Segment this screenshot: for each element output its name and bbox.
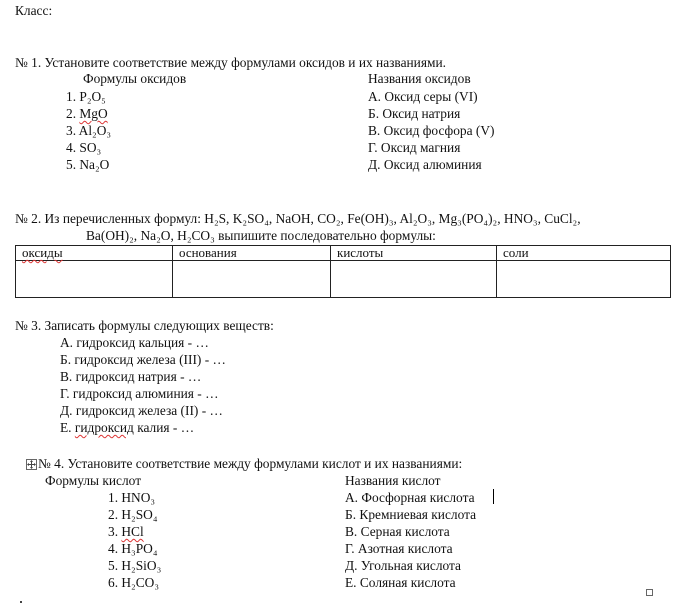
task4-name-e: Е. Соляная кислота	[345, 575, 456, 590]
task1-left-header: Формулы оксидов	[83, 71, 187, 86]
table-cell-acids[interactable]	[331, 261, 497, 298]
task3-item-e: Е. гидроксид калия - …	[60, 420, 195, 435]
task1-name-b: Б. Оксид натрия	[368, 106, 461, 121]
table-move-handle[interactable]	[26, 459, 37, 470]
task4-formula-6: 6. H₂CO₃	[108, 575, 159, 590]
task1-formula-1: 1. P₂O₅	[66, 89, 106, 104]
task2-line2: Ba(OH)₂, Na₂O, H₂CO₃ выпишите последовательно формулы:	[86, 228, 436, 243]
task3-item-a: А. гидроксид кальция - …	[60, 335, 209, 350]
task4-name-g: Г. Азотная кислота	[345, 541, 453, 556]
task4-name-a: А. Фосфорная кислота	[345, 490, 475, 505]
task3-title: № 3. Записать формулы следующих веществ:	[15, 318, 274, 333]
task1-name-a: А. Оксид серы (VI)	[368, 89, 478, 104]
task1-name-d: Д. Оксид алюминия	[368, 157, 482, 172]
task4-formula-2: 2. H₂SO₄	[108, 507, 158, 522]
task1-formula-2: 2. MgO	[66, 106, 108, 121]
table-resize-handle[interactable]	[646, 589, 653, 596]
task4-formula-3: 3. HCl	[108, 524, 144, 539]
task2-line1: № 2. Из перечисленных формул: H₂S, K₂SO₄, NaOH, CO₂, Fe(OH)₃, Al₂O₃, Mg₃(PO₄)₂, HNO₃, CuCl₂,	[15, 211, 581, 226]
task3-item-d: Д. гидроксид железа (II) - …	[60, 403, 223, 418]
task4-formula-1: 1. HNO₃	[108, 490, 156, 505]
task4-title: № 4. Установите соответствие между формулами кислот и их названиями:	[38, 456, 463, 471]
task1-right-header: Названия оксидов	[368, 71, 471, 86]
class-label: Класс:	[15, 3, 53, 18]
task1-title: № 1. Установите соответствие между формулами оксидов и их названиями.	[15, 55, 446, 70]
task3-item-v: В. гидроксид натрия - …	[60, 369, 202, 384]
task1-formula-4: 4. SO₃	[66, 140, 102, 155]
task4-name-v: В. Серная кислота	[345, 524, 450, 539]
task4-right-header: Названия кислот	[345, 473, 441, 488]
spellcheck-word: HCl	[121, 524, 144, 539]
answer-table	[15, 245, 671, 298]
task4-name-d: Д. Угольная кислота	[345, 558, 461, 573]
text-cursor	[493, 489, 494, 504]
task1-formula-3: 3. Al₂O₃	[66, 123, 112, 138]
task1-name-v: В. Оксид фосфора (V)	[368, 123, 495, 138]
task3-item-g: Г. гидроксид алюминия - …	[60, 386, 219, 401]
table-cell-salts[interactable]	[497, 261, 671, 298]
table-header-bases: основания	[173, 246, 331, 261]
task3-item-b: Б. гидроксид железа (III) - …	[60, 352, 226, 367]
task4-formula-4: 4. H₃PO₄	[108, 541, 158, 556]
task4-left-header: Формулы кислот	[45, 473, 142, 488]
move-arrows-icon	[27, 460, 36, 469]
paragraph-mark-dot	[20, 601, 22, 603]
task4-name-b: Б. Кремниевая кислота	[345, 507, 477, 522]
table-header-salts: соли	[497, 246, 671, 261]
table-cell-oxides[interactable]	[16, 261, 173, 298]
table-header-acids: кислоты	[331, 246, 497, 261]
table-header-oxides: оксиды	[16, 246, 173, 261]
task1-name-g: Г. Оксид магния	[368, 140, 461, 155]
task1-formula-5: 5. Na₂O	[66, 157, 110, 172]
spellcheck-word: MgO	[79, 106, 108, 121]
task4-formula-5: 5. H₂SiO₃	[108, 558, 162, 573]
table-cell-bases[interactable]	[173, 261, 331, 298]
